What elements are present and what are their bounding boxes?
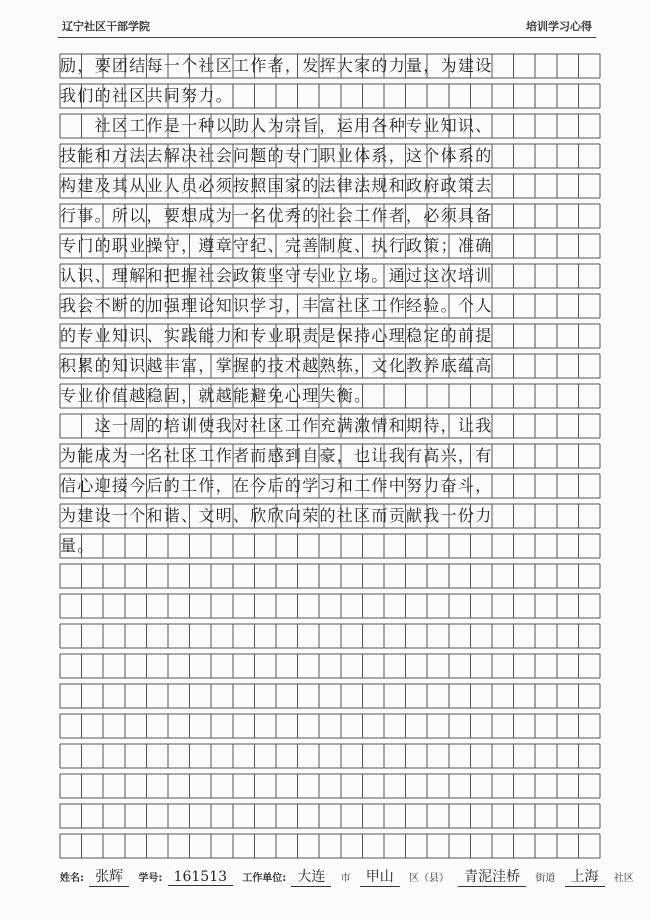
name-label: 姓名: xyxy=(60,873,84,884)
body-line: 积累的知识越丰富，掌握的技术越熟练，文化教养底蕴高 xyxy=(60,356,493,375)
institution-name: 辽宁社区干部学院 xyxy=(62,20,150,33)
body-line: 技能和方法去解决社会问题的专门职业体系，这个体系的 xyxy=(60,146,493,165)
body-line: 信心迎接今后的工作，在今后的学习和工作中努力奋斗， xyxy=(60,476,493,495)
body-line: 为建设一个和谐、文明、欣欣向荣的社区而贡献我一份力 xyxy=(60,506,493,525)
body-line: 这一周的培训使我对社区工作充满激情和期待，让我 xyxy=(60,416,493,435)
body-line: 认识、理解和把握社会政策坚守专业立场。通过这次培训 xyxy=(60,266,493,285)
district-value: 甲山 xyxy=(360,866,400,887)
document-type: 培训学习心得 xyxy=(526,20,592,33)
city-suffix: 市 xyxy=(340,873,351,884)
body-line: 的专业知识、实践能力和专业职责是保持心理稳定的前提 xyxy=(60,326,493,345)
body-line: 我们的社区共同努力。 xyxy=(60,86,234,105)
body-line: 社区工作是一种以助人为宗旨，运用各种专业知识、 xyxy=(60,116,493,135)
street-suffix: 街道 xyxy=(535,873,556,884)
body-line: 励，要团结每一个社区工作者，发挥大家的力量，为建设 xyxy=(60,56,493,75)
student-id-label: 学号: xyxy=(138,873,163,884)
body-line: 我会不断的加强理论知识学习，丰富社区工作经验。个人 xyxy=(60,296,493,315)
street-value: 青泥洼桥 xyxy=(458,866,526,887)
body-line: 为能成为一名社区工作者而感到自豪，也让我有高兴，有 xyxy=(60,446,493,465)
community-suffix: 社区 xyxy=(613,873,634,884)
body-line: 专门的职业操守，遵章守纪、完善制度、执行政策；准确 xyxy=(60,236,493,255)
community-value: 上海 xyxy=(565,866,605,887)
student-id-value: 161513 xyxy=(168,869,233,886)
body-line: 专业价值越稳固，就越能避免心理失衡。 xyxy=(60,386,372,405)
district-suffix: 区（县） xyxy=(408,873,449,884)
body-line: 构建及其从业人员必须按照国家的法律法规和政府政策去 xyxy=(60,176,493,195)
city-value: 大连 xyxy=(291,866,331,887)
work-unit-label: 工作单位: xyxy=(242,873,287,884)
name-value: 张辉 xyxy=(89,866,129,887)
body-line: 行事。所以，要想成为一名优秀的社会工作者，必须具备 xyxy=(60,206,493,225)
footer-info xyxy=(60,866,634,888)
body-line: 量。 xyxy=(60,536,95,555)
